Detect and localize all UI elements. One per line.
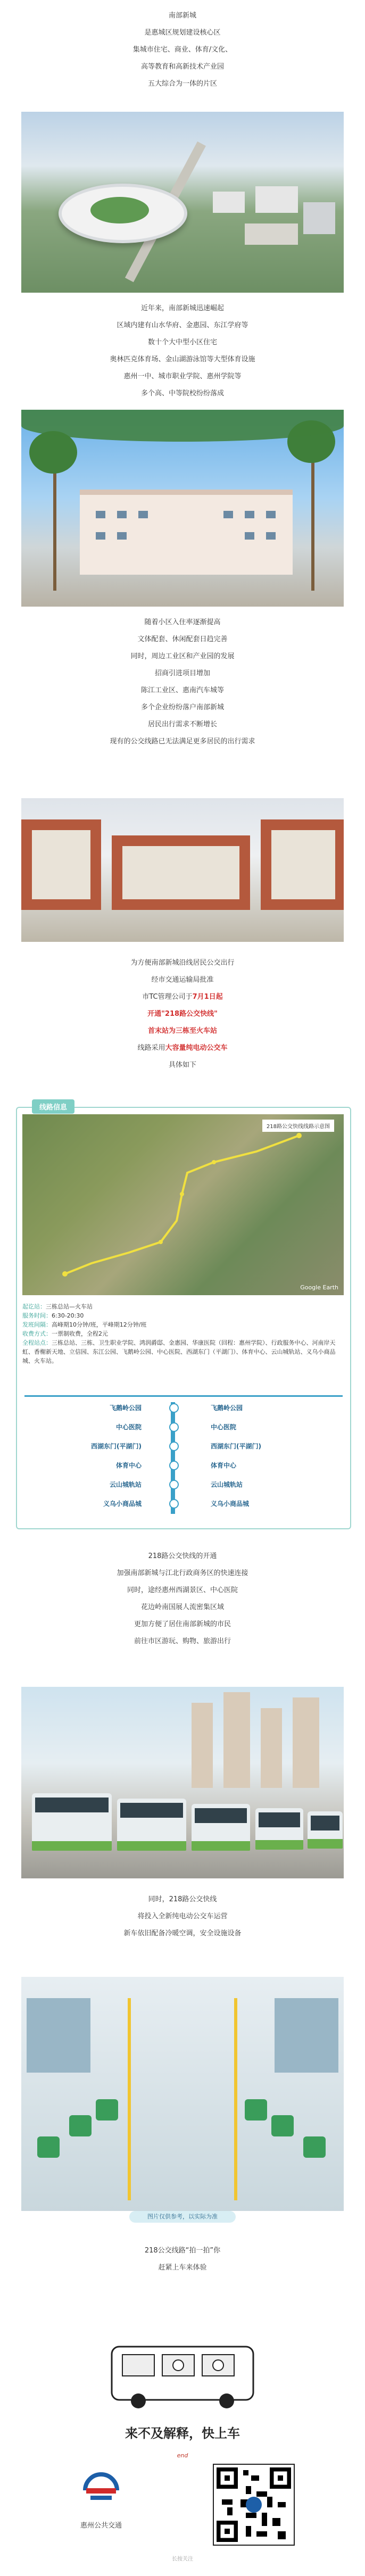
section3-line: 陈江工业区、惠南汽车城等 [140, 686, 224, 694]
section2-line: 近年来，南部新城迅速崛起 [140, 304, 224, 312]
stop-left: 云山城轨站 [109, 1481, 142, 1488]
route-line [65, 1136, 299, 1274]
section3-line: 文体配套、休闲配套日趋完善 [137, 635, 228, 643]
stop-left: 中心医院 [115, 1423, 142, 1431]
route-map-svg [22, 1114, 344, 1295]
section4-line: 线路采用大容量纯电动公交车 [137, 1044, 228, 1052]
section5-line: 同时，途经惠州西湖景区、中心医院 [127, 1586, 238, 1594]
stop-left: 体育中心 [115, 1462, 142, 1469]
bus-fleet-photo [21, 1687, 344, 1878]
route-info-card [16, 1104, 351, 1529]
stop-right: 义乌小商品城 [211, 1500, 250, 1508]
intro-line: 南部新城 [168, 12, 196, 20]
section5-line: 加强南部新城与江北行政商务区的快速连接 [117, 1569, 248, 1577]
intro-line: 高等教育和高新技术产业园 [140, 63, 224, 71]
section3-line: 随着小区入住率逐渐提高 [144, 618, 221, 626]
account-name: 惠州公共交通 [80, 2522, 122, 2530]
end-mark: end [177, 2452, 188, 2459]
section6-line: 新车依旧配备冷暖空调，安全设施设备 [123, 1929, 242, 1937]
section5-line: 花边岭南国展人流密集区域 [140, 1603, 224, 1611]
section4-line: 为方便南部新城沿线居民公交出行 [130, 959, 235, 967]
section6-line: 同时，218路公交快线 [148, 1895, 217, 1903]
stop-right: 云山城轨站 [211, 1481, 243, 1488]
section4-line: 开通"218路公交快线" [147, 1010, 218, 1018]
route-stop-dot [62, 1271, 68, 1277]
stop-left: 飞鹅岭公园 [109, 1404, 142, 1412]
bus-type: 大容量纯电动公交车 [165, 1044, 228, 1052]
section6-line: 将投入全新纯电动公交车运营 [137, 1912, 228, 1920]
route-stop-dot [180, 1192, 184, 1196]
stop-left: 义乌小商品城 [103, 1500, 142, 1508]
section7-line: 赶紧上车来体验 [158, 2264, 207, 2272]
bus-company-logo [69, 2469, 133, 2512]
section3-line: 居民出行需求不断增长 [147, 720, 217, 728]
qr-code[interactable] [213, 2464, 295, 2546]
info-row: 服务时间：6:30-20:30 [22, 1312, 84, 1319]
section4-line: 首末站为三栋至火车站 [147, 1027, 218, 1035]
info-row: 收费方式：一票制收费，全程2元 [22, 1330, 108, 1337]
stadium-aerial-photo [21, 112, 344, 293]
map-legend: 218路公交快线线路示意图 [262, 1120, 334, 1132]
section7-line: 218公交线路“拍一拍”你 [144, 2247, 221, 2255]
route-name: "218路公交快线" [161, 1010, 218, 1018]
intro-line: 集城市住宅、商业、体育/文化、 [132, 46, 233, 54]
info-row: 全程站点：三栋总站、三栋、卫生职业学院、鸿润爵邸、金惠园、华康医院（回程：惠州学院）、行政服务中心、河南岸天虹、香榭新天地、立信园、东江公园、飞鹅岭公园、中心医院、西湖东门（平湖门）、体育中心、云山城轨站、义乌小商品城、火车站。 [22, 1339, 336, 1364]
intro-line: 五大综合为一体的片区 [147, 80, 217, 88]
section2-line: 多个高、中等院校纷纷落成 [140, 390, 224, 397]
stop-diagram [24, 1395, 343, 1519]
stop-right: 中心医院 [211, 1423, 237, 1431]
campus-photo [21, 798, 344, 942]
section2-line: 区域内建有山水华府、金惠园、东江学府等 [117, 321, 248, 329]
section4-line: 市TC管理公司于7月1日起 [142, 993, 223, 1001]
section5-line: 更加方便了居住南部新城的市民 [134, 1620, 231, 1628]
section3-line: 现有的公交线路已无法满足更多居民的出行需求 [110, 738, 255, 746]
section4-line: 具体如下 [168, 1061, 196, 1069]
section4-line: 经市交通运输局批准 [151, 976, 214, 984]
photo-caption: 图片仅供参考，以实际为准 [129, 2211, 236, 2223]
info-row: 发班间隔：高峰期10分钟/班，平峰期12分钟/班 [22, 1321, 147, 1328]
bus-interior-photo [21, 1977, 344, 2211]
stop-line [171, 1402, 175, 1514]
intro-line: 是惠城区规划建设核心区 [144, 29, 221, 37]
school-building-photo [21, 410, 344, 607]
stop-right: 体育中心 [211, 1462, 237, 1469]
section2-line: 数十个大中型小区住宅 [147, 338, 217, 346]
section5-line: 前往市区游玩、购物、旅游出行 [134, 1637, 231, 1645]
google-earth-watermark: Google Earth [300, 1284, 338, 1291]
section2-line: 奥林匹克体育场、金山湖游泳馆等大型体育设施 [110, 355, 255, 363]
info-row: 起讫站：三栋总站—火车站 [22, 1303, 93, 1310]
card-tag: 线路信息 [32, 1099, 74, 1114]
route-stop-dot [212, 1160, 216, 1164]
route-terminals: 三栋至火车站 [176, 1027, 218, 1035]
route-map [22, 1114, 344, 1295]
bus-cartoon-illustration [96, 2341, 269, 2411]
stop-left: 西湖东门(平湖门) [91, 1443, 142, 1450]
route-stop-dot [296, 1133, 302, 1138]
open-date: 7月1日起 [192, 993, 223, 1001]
section5-line: 218路公交快线的开通 [148, 1552, 217, 1560]
stop-right: 飞鹅岭公园 [211, 1404, 243, 1412]
stop-right: 西湖东门(平湖门) [211, 1443, 261, 1450]
section3-line: 同时，周边工业区和产业园的发展 [130, 652, 235, 660]
follow-text: 长按关注 [172, 2556, 193, 2562]
slogan: 来不及解释，快上车 [125, 2426, 240, 2441]
route-stop-dot [159, 1240, 163, 1244]
section3-line: 招商引进项目增加 [154, 669, 210, 677]
section2-line: 惠州一中、城市职业学院、惠州学院等 [123, 372, 242, 380]
route-info-list [22, 1302, 344, 1365]
section3-line: 多个企业纷纷落户南部新城 [140, 703, 224, 711]
